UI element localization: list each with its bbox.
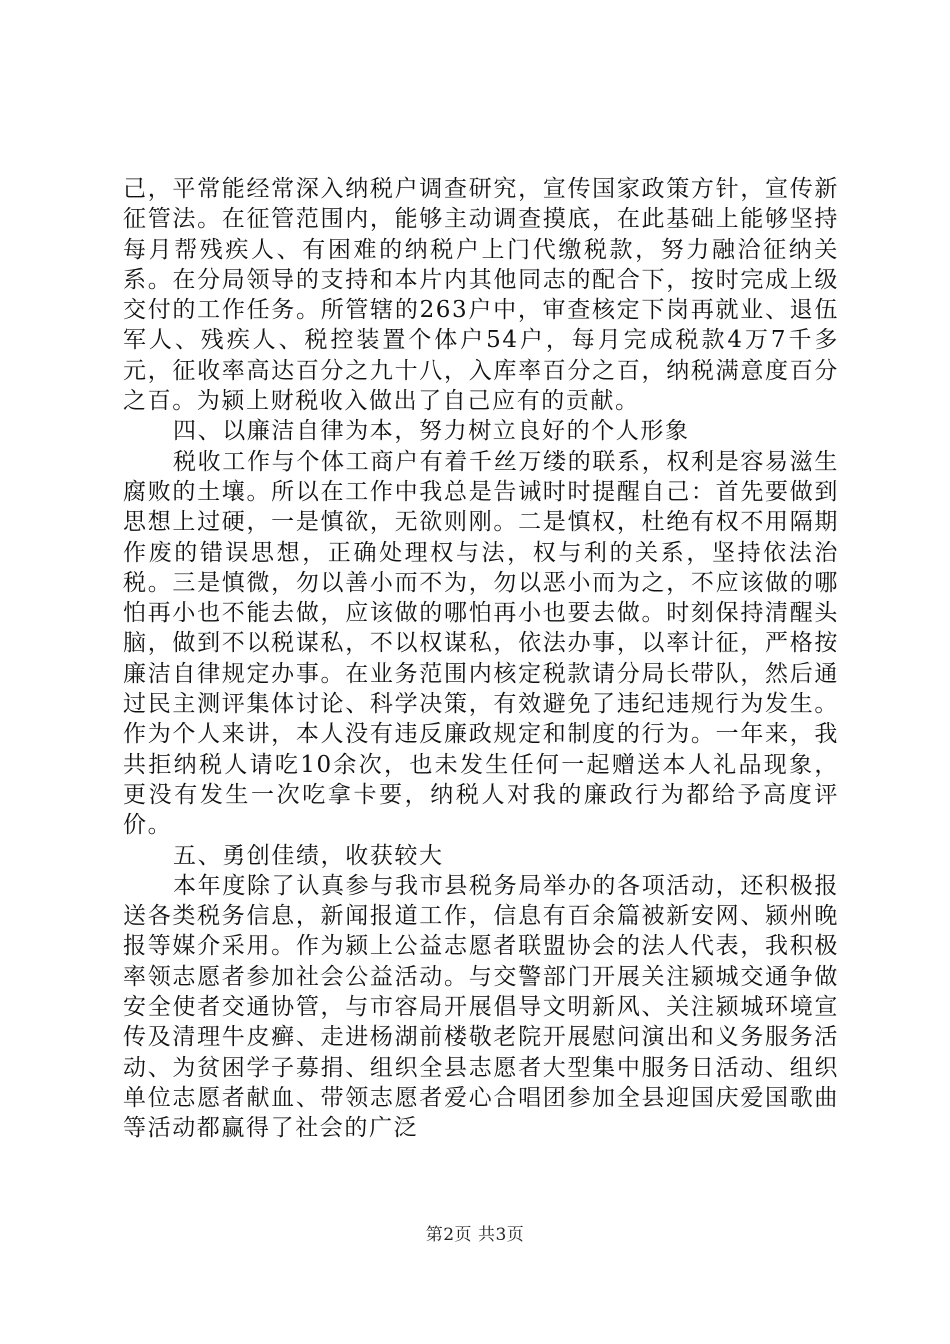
section-heading-four: 四、以廉洁自律为本，努力树立良好的个人形象 [173,418,690,445]
paragraph-integrity: 税收工作与个体工商户有着千丝万缕的联系，权利是容易滋生腐败的土壤。所以在工作中我总是告诫时时提醒自己：首先要做到思想上过硬，一是慎欲，无欲则刚。二是慎权，杜绝有权不用隔期作废的错误思想，正确处理权与法，权与利的关系，坚持依法治税。三是慎微，勿以善小而不为，勿以恶小而为之，不应该做的哪怕再小也不能去做，应该做的哪怕再小也要去做。时刻保持清醒头脑，做到不以税谋私，不以权谋私，依法办事，以率计征，严格按廉洁自律规定办事。在业务范围内核定税款请分局长带队，然后通过民主测评集体讨论、科学决策，有效避免了违纪违规行为发生。作为个人来讲，本人没有违反廉政规定和制度的行为。一年来，我共拒纳税人请吃10余次，也未发生任何一起赠送本人礼品现象，更没有发生一次吃拿卡要，纳税人对我的廉政行为都给予高度评价。 [123,448,839,839]
section-heading-five: 五、勇创佳绩，收获较大 [173,842,444,869]
document-body [123,174,839,1144]
paragraph-continued: 己，平常能经常深入纳税户调查研究，宣传国家政策方针，宣传新征管法。在征管范围内，能够主动调查摸底，在此基础上能够坚持每月帮残疾人、有困难的纳税户上门代缴税款，努力融洽征纳关系。在分局领导的支持和本片内其他同志的配合下，按时完成上级交付的工作任务。所管辖的263户中，审查核定下岗再就业、退伍军人、残疾人、税控装置个体户54户，每月完成税款4万7千多元，征收率高达百分之九十八，入库率百分之百，纳税满意度百分之百。为颍上财税收入做出了自己应有的贡献。 [123,176,839,415]
paragraph-achievements: 本年度除了认真参与我市县税务局举办的各项活动，还积极报送各类税务信息，新闻报道工作，信息有百余篇被新安网、颍州晚报等媒介采用。作为颍上公益志愿者联盟协会的法人代表，我积极率领志愿者参加社会公益活动。与交警部门开展关注颍城交通争做安全使者交通协管，与市容局开展倡导文明新风、关注颍城环境宣传及清理牛皮癣、走进杨湖前楼敬老院开展慰问演出和义务服务活动、为贫困学子募捐、组织全县志愿者大型集中服务日活动、组织单位志愿者献血、带领志愿者爱心合唱团参加全县迎国庆爱国歌曲等活动都赢得了社会的广泛 [123,872,839,1142]
page-footer: 第2页 共3页 [425,1225,525,1245]
